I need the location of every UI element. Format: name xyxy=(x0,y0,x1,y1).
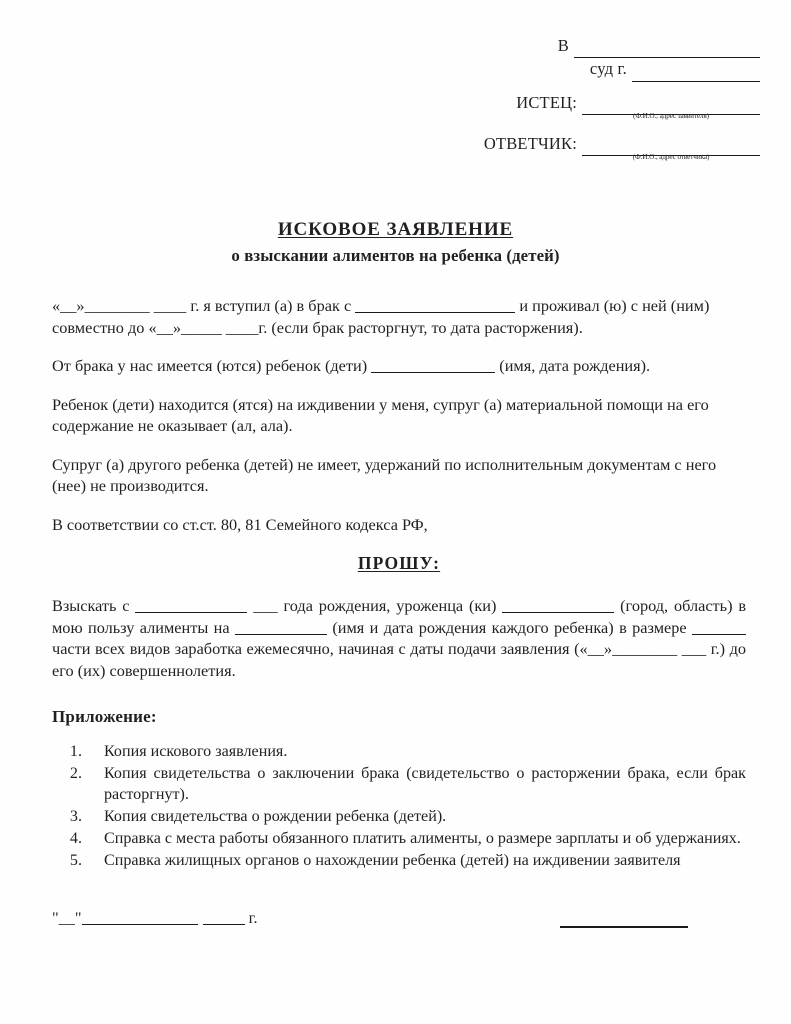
paragraph-children-part2: (имя, дата рождения). xyxy=(499,356,651,375)
date-prefix: "__" xyxy=(52,908,82,927)
list-item xyxy=(52,764,746,806)
page-title: ИСКОВОЕ ЗАЯВЛЕНИЕ xyxy=(277,219,514,240)
date-field[interactable] xyxy=(52,908,258,928)
paragraph-children xyxy=(52,355,746,377)
list-item-number: 1. xyxy=(69,743,82,760)
list-item-number: 5. xyxy=(69,851,82,869)
list-item xyxy=(52,829,746,850)
birthplace-blank[interactable] xyxy=(502,597,614,613)
court-row xyxy=(440,36,760,56)
request-heading-wrap xyxy=(52,552,746,575)
date-month-blank[interactable] xyxy=(82,909,198,925)
list-item-number: 2. xyxy=(69,764,82,782)
list-item-number: 3. xyxy=(69,807,82,825)
signature-footer xyxy=(52,908,746,928)
list-item-label: Копия искового заявления. xyxy=(104,743,288,760)
paragraph-other-children: Супруг (а) другого ребенка (детей) не имеет, удержаний по исполнительным документам с него (нее) не производится. xyxy=(52,454,717,495)
attachments-list xyxy=(52,742,746,873)
list-item-label: Справка с места работы обязанного платить алименты, о размере зарплаты и об удержаниях. xyxy=(104,829,741,847)
paragraph-marriage xyxy=(52,295,746,338)
list-item xyxy=(52,851,746,872)
request-heading: ПРОШУ: xyxy=(357,553,441,573)
paragraph-marriage-part2: и проживал (ю) с ней (ним) совместно до «__»_____ ____г. (если брак расторгнут, то дата расторжения). xyxy=(52,296,710,337)
spouse-name-blank[interactable] xyxy=(355,297,515,313)
list-item xyxy=(52,807,746,828)
debtor-name-blank[interactable] xyxy=(135,597,247,613)
court-name-blank[interactable] xyxy=(574,42,760,58)
court-city-blank[interactable] xyxy=(632,66,760,82)
title-block xyxy=(0,219,791,266)
share-blank[interactable] xyxy=(692,619,746,635)
request-part4: (имя и дата рождения каждого ребенка) в размере xyxy=(332,617,687,637)
court-city-row xyxy=(440,59,760,79)
list-item-number: 4. xyxy=(69,829,82,847)
paragraph-request xyxy=(52,595,746,682)
page-subtitle: о взыскании алиментов на ребенка (детей) xyxy=(231,246,560,265)
request-part3: (город, область) в мою пользу алименты на xyxy=(52,596,747,637)
child-details-blank[interactable] xyxy=(235,619,327,635)
defendant-caption: (Ф.И.О., адрес ответчика) xyxy=(632,153,710,162)
paragraph-legal-basis: В соответствии со ст.ст. 80, 81 Семейного кодекса РФ, xyxy=(52,514,428,534)
request-part5: части всех видов заработка ежемесячно, начиная с даты подачи заявления («__»________ ___ г.) до его (их) совершеннолетия. xyxy=(52,639,746,681)
defendant-label: ОТВЕТЧИК: xyxy=(483,133,577,153)
attachments-title: Приложение: xyxy=(52,707,157,726)
paragraph-dependency: Ребенок (дети) находится (ятся) на иждивении у меня, супруг (а) материальной помощи на его содержание не оказывает (ал, ала). xyxy=(52,394,709,435)
list-item xyxy=(52,742,746,763)
date-year-blank[interactable] xyxy=(203,909,245,925)
court-city-label: суд г. xyxy=(589,59,627,79)
signature-blank[interactable] xyxy=(560,923,688,928)
defendant-row xyxy=(440,134,760,154)
court-label: В xyxy=(557,36,569,55)
request-part2: ___ года рождения, уроженца (ки) xyxy=(253,596,497,616)
child-name-blank[interactable] xyxy=(371,357,495,373)
date-suffix: г. xyxy=(248,908,258,927)
plaintiff-caption: (Ф.И.О., адрес заявителя) xyxy=(633,112,709,121)
plaintiff-row xyxy=(440,93,760,113)
document-body xyxy=(52,295,746,682)
list-item-label: Копия свидетельства о рождении ребенка (детей). xyxy=(104,807,447,825)
plaintiff-block xyxy=(440,93,760,121)
request-part1: Взыскать с xyxy=(52,596,130,616)
paragraph-children-part1: От брака у нас имеется (ются) ребенок (дети) xyxy=(52,356,368,375)
addressee-header xyxy=(440,36,760,162)
defendant-block xyxy=(440,134,760,162)
plaintiff-label: ИСТЕЦ: xyxy=(516,92,577,112)
paragraph-marriage-part1: «__»________ ____ г. я вступил (а) в брак с xyxy=(52,296,352,315)
list-item-label: Копия свидетельства о заключении брака (свидетельство о расторжении брака, если брак расторгнут). xyxy=(104,764,746,803)
list-item-label: Справка жилищных органов о нахождении ребенка (детей) на иждивении заявителя xyxy=(104,851,681,869)
